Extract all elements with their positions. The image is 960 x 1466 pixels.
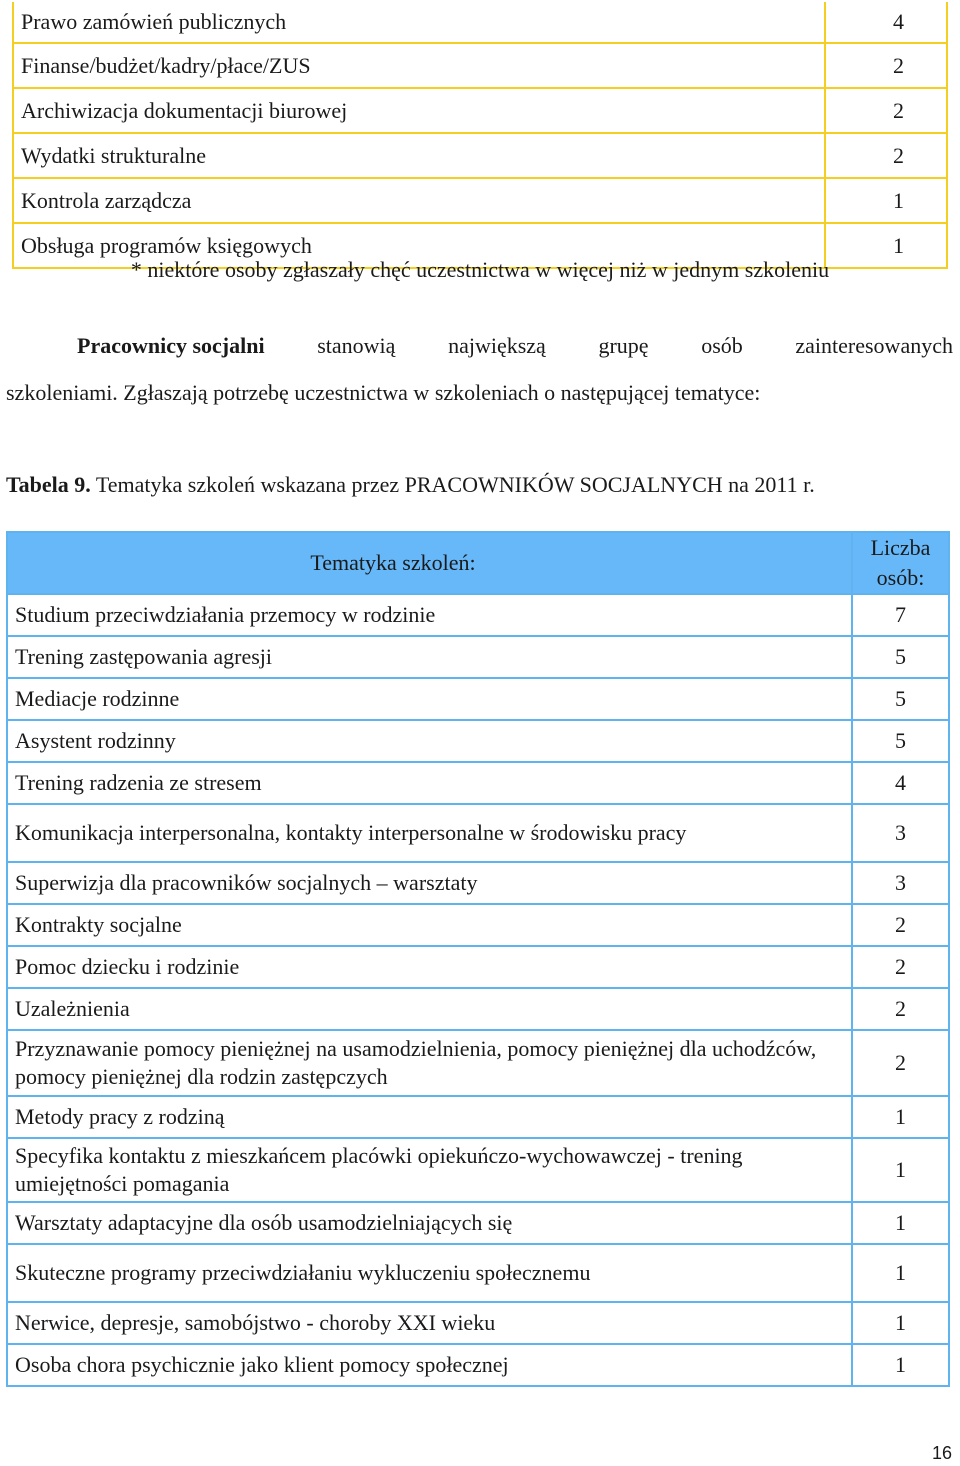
row-count: 7 bbox=[852, 594, 949, 636]
top-row-count: 2 bbox=[825, 133, 947, 178]
paragraph-word: zainteresowanych bbox=[795, 333, 953, 358]
row-count: 2 bbox=[852, 904, 949, 946]
row-topic: Uzależnienia bbox=[7, 988, 852, 1030]
row-count: 5 bbox=[852, 720, 949, 762]
top-table-row bbox=[13, 133, 947, 178]
table-row bbox=[7, 862, 949, 904]
top-row-count: 1 bbox=[825, 223, 947, 268]
table-row bbox=[7, 1302, 949, 1344]
table-row bbox=[7, 1030, 949, 1096]
top-row-topic: Finanse/budżet/kadry/płace/ZUS bbox=[13, 43, 825, 88]
row-count: 1 bbox=[852, 1344, 949, 1386]
paragraph-bold-lead: Pracownicy socjalni bbox=[77, 333, 265, 358]
caption-text: Tematyka szkoleń wskazana przez PRACOWNIKÓW SOCJALNYCH na 2011 r. bbox=[90, 472, 815, 497]
row-count: 4 bbox=[852, 762, 949, 804]
row-count: 1 bbox=[852, 1096, 949, 1138]
row-count: 3 bbox=[852, 862, 949, 904]
row-count: 1 bbox=[852, 1244, 949, 1302]
row-topic: Komunikacja interpersonalna, kontakty interpersonalne w środowisku pracy bbox=[7, 804, 852, 862]
row-count: 3 bbox=[852, 804, 949, 862]
top-row-topic: Archiwizacja dokumentacji biurowej bbox=[13, 88, 825, 133]
row-topic: Osoba chora psychicznie jako klient pomocy społecznej bbox=[7, 1344, 852, 1386]
header-topic: Tematyka szkoleń: bbox=[7, 532, 852, 594]
top-row-topic: Obsługa programów księgowych bbox=[13, 223, 825, 268]
header-count: Liczba osób: bbox=[852, 532, 949, 594]
row-count: 1 bbox=[852, 1302, 949, 1344]
row-count: 5 bbox=[852, 636, 949, 678]
table-row bbox=[7, 636, 949, 678]
row-topic: Skuteczne programy przeciwdziałaniu wykluczeniu społecznemu bbox=[7, 1244, 852, 1302]
table-row bbox=[7, 762, 949, 804]
top-table-row bbox=[13, 2, 947, 43]
row-topic: Metody pracy z rodziną bbox=[7, 1096, 852, 1138]
paragraph-line-1 bbox=[77, 333, 953, 359]
paragraph-word: osób bbox=[701, 333, 743, 358]
top-row-count: 4 bbox=[825, 2, 947, 43]
row-count: 1 bbox=[852, 1138, 949, 1202]
table-row bbox=[7, 678, 949, 720]
table-row bbox=[7, 1202, 949, 1244]
row-count: 2 bbox=[852, 1030, 949, 1096]
paragraph-line-2: szkoleniami. Zgłaszają potrzebę uczestnictwa w szkoleniach o następującej tematyce: bbox=[6, 380, 761, 405]
table-header-row bbox=[7, 532, 949, 594]
row-topic: Asystent rodzinny bbox=[7, 720, 852, 762]
row-count: 2 bbox=[852, 946, 949, 988]
table-row bbox=[7, 1138, 949, 1202]
row-topic: Trening zastępowania agresji bbox=[7, 636, 852, 678]
footnote: * niektóre osoby zgłaszały chęć uczestnictwa w więcej niż w jednym szkoleniu bbox=[130, 257, 830, 282]
top-row-topic: Prawo zamówień publicznych bbox=[13, 2, 825, 43]
row-topic: Mediacje rodzinne bbox=[7, 678, 852, 720]
row-topic: Specyfika kontaktu z mieszkańcem placówki opiekuńczo-wychowawczej - trening umiejętności pomagania bbox=[7, 1138, 852, 1202]
top-row-count: 1 bbox=[825, 178, 947, 223]
table-row bbox=[7, 1344, 949, 1386]
top-table-row bbox=[13, 43, 947, 88]
main-table bbox=[6, 531, 950, 1387]
row-topic: Warsztaty adaptacyjne dla osób usamodzielniających się bbox=[7, 1202, 852, 1244]
top-row-count: 2 bbox=[825, 88, 947, 133]
top-table-row bbox=[13, 88, 947, 133]
top-row-topic: Wydatki strukturalne bbox=[13, 133, 825, 178]
table-row bbox=[7, 904, 949, 946]
table-row bbox=[7, 946, 949, 988]
row-topic: Studium przeciwdziałania przemocy w rodzinie bbox=[7, 594, 852, 636]
table-row bbox=[7, 720, 949, 762]
top-row-topic: Kontrola zarządcza bbox=[13, 178, 825, 223]
table-row bbox=[7, 804, 949, 862]
table-caption bbox=[6, 470, 956, 500]
table-row bbox=[7, 594, 949, 636]
row-topic: Superwizja dla pracowników socjalnych – warsztaty bbox=[7, 862, 852, 904]
paragraph-word: grupę bbox=[598, 333, 649, 358]
paragraph-word: największą bbox=[448, 333, 546, 358]
row-count: 1 bbox=[852, 1202, 949, 1244]
row-count: 2 bbox=[852, 988, 949, 1030]
row-topic: Trening radzenia ze stresem bbox=[7, 762, 852, 804]
row-topic: Nerwice, depresje, samobójstwo - choroby XXI wieku bbox=[7, 1302, 852, 1344]
row-count: 5 bbox=[852, 678, 949, 720]
paragraph-word: stanowią bbox=[317, 333, 396, 358]
table-row bbox=[7, 988, 949, 1030]
page-number: 16 bbox=[931, 1443, 952, 1463]
table-row bbox=[7, 1244, 949, 1302]
table-row bbox=[7, 1096, 949, 1138]
caption-label: Tabela 9. bbox=[6, 472, 91, 497]
top-table bbox=[12, 2, 948, 269]
top-table-row bbox=[13, 178, 947, 223]
top-row-count: 2 bbox=[825, 43, 947, 88]
row-topic: Przyznawanie pomocy pieniężnej na usamodzielnienia, pomocy pieniężnej dla uchodźców, pomocy pieniężnej dla rodzin zastępczych bbox=[7, 1030, 852, 1096]
row-topic: Pomoc dziecku i rodzinie bbox=[7, 946, 852, 988]
row-topic: Kontrakty socjalne bbox=[7, 904, 852, 946]
